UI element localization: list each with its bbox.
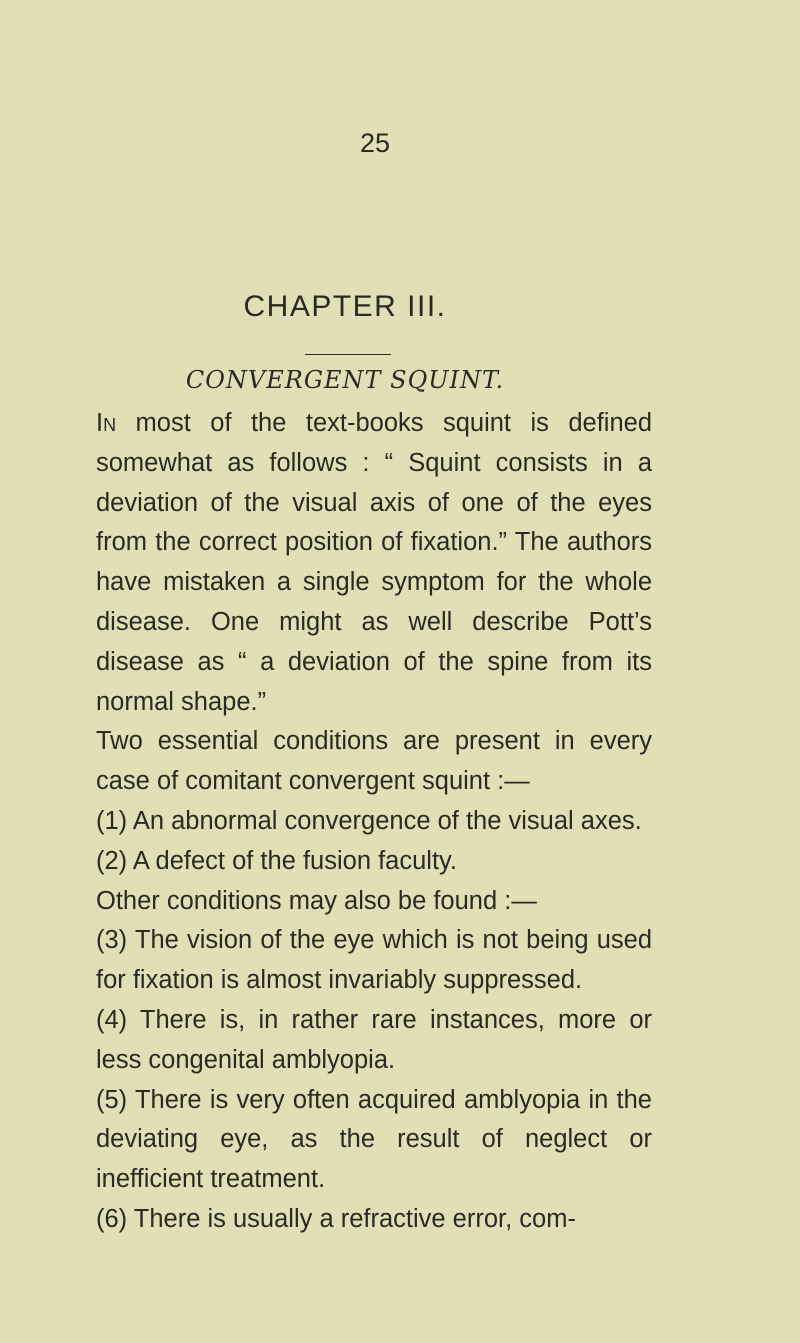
paragraph-conditions: Two essential conditions are present in every case of comitant convergent squint :—	[96, 727, 652, 796]
list-item-1: (1) An abnormal convergence of the visual axes.	[96, 806, 642, 835]
section-title: CONVERGENT SQUINT.	[185, 366, 505, 394]
page-number: 25	[360, 128, 391, 158]
paragraph-lead-word: In	[96, 409, 117, 437]
list-item-6: (6) There is usually a refractive error, com-	[96, 1204, 576, 1233]
list-item-2: (2) A defect of the fusion faculty.	[96, 846, 457, 875]
title-divider	[305, 354, 391, 355]
paragraph-text: most of the text-books squint is defined somewhat as follows : “ Squint consists in a deviation of the visual axis of one of the eyes from the correct position of fixation.” The authors have mistaken a single symptom for the whole disease. One might as well describe Pott’s disease as “ a deviation of the spine from its normal shape.”	[96, 409, 652, 716]
list-item-5: (5) There is very often acquired amblyopia in the deviating eye, as the result of neglect or inefficient treatment.	[96, 1085, 652, 1194]
body-text	[96, 404, 652, 1240]
paragraph-intro	[96, 404, 652, 722]
chapter-title: CHAPTER III.	[243, 290, 447, 323]
list-item-3: (3) The vision of the eye which is not being used for fixation is almost invariably suppressed.	[96, 926, 652, 995]
paragraph-other-conditions: Other conditions may also be found :—	[96, 886, 537, 915]
list-item-4: (4) There is, in rather rare instances, more or less congenital amblyopia.	[96, 1005, 652, 1074]
